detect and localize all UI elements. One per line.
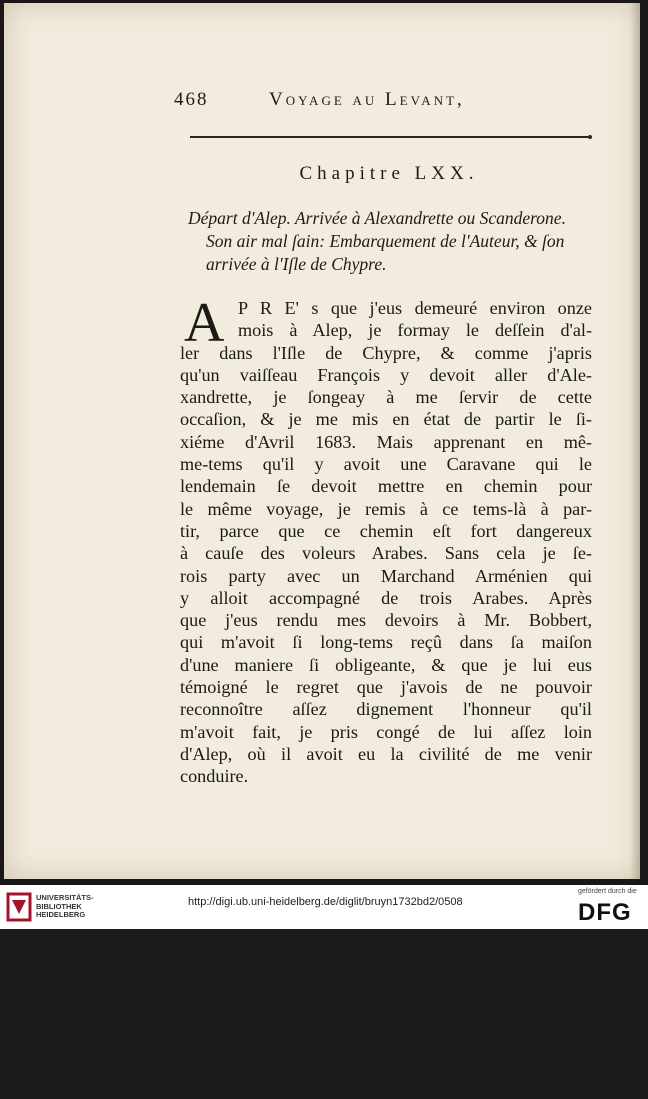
text-line: d'une maniere ſi obligeante, & que je lui eus [180,654,592,675]
text-line: me-tems qu'il y avoit une Caravane qui le [180,454,592,475]
text-line: conduire. [180,766,249,787]
summary-line: arrivée à l'Iſle de Chypre. [206,254,387,274]
institution-line: BIBLIOTHEK [36,901,82,911]
text-line: mois à Alep, je formay le deſſein d'al- [238,320,592,341]
institution-name [36,894,94,920]
permalink[interactable]: http://digi.ub.uni-heidelberg.de/diglit/bruyn1732bd2/0508 [188,896,463,908]
dfg-logo: DFG [578,899,632,926]
chapter-summary [188,207,598,276]
text-line: m'avoit fait, je pris congé de lui aſſez loin [180,721,592,742]
text-line: xiéme d'Avril 1683. Mais apprenant en mê- [180,431,592,452]
text-line: à cauſe des voleurs Arabes. Sans cela je ſe- [180,543,592,564]
university-logo-icon [6,892,32,922]
text-line: témoigné le regret que j'avois de ne pouvoir [180,677,592,698]
text-line: rois party avec un Marchand Arménien qui [180,565,592,586]
page-number: 468 [174,89,209,110]
summary-line: Départ d'Alep. Arrivée à Alexandrette ou Scanderone. [188,208,566,228]
text-line: occaſion, & je me mis en état de partir le ſi- [180,409,592,430]
catchword: Il [570,1078,581,1098]
institution-line: HEIDELBERG [36,910,86,919]
institution-line: UNIVERSITÄTS- [36,893,94,902]
text-line: ler dans l'Iſle de Chypre, & comme j'apris [180,342,592,363]
summary-line: Son air mal ſain: Embarquement de l'Auteur, & ſon [206,231,565,251]
text-line: qu'un vaiſſeau François y devoit aller d'Ale- [180,364,592,385]
header-rule [190,136,588,138]
text-line: lendemain ſe devoit mettre en chemin pour [180,476,592,497]
text-line: que j'eus rendu mes devoirs à Mr. Bobbert, [180,610,592,631]
text-line: P R E' s que j'eus demeuré environ onze [238,298,592,318]
text-line: y alloit accompagné de trois Arabes. Après [180,587,592,608]
text-line: d'Alep, où il avoit eu la civilité de me venir [180,743,592,764]
text-line: xandrette, je ſongeay à me ſervir de cette [180,387,592,408]
text-line: qui m'avoit ſi long-tems reçû dans ſa maiſon [180,632,592,653]
drop-cap: A [184,292,225,354]
text-line: tir, parce que ce chemin eſt fort dangereux [180,520,592,541]
text-line: reconnoître aſſez dignement l'honneur qu'il [180,699,592,720]
text-line: le même voyage, je remis à ce tems-là à par- [180,498,592,519]
running-title: Voyage au Levant, [269,89,465,110]
chapter-heading: Chapitre LXX. [299,163,479,184]
viewer-footer [0,885,648,929]
sponsor-label: gefördert durch die [578,888,637,895]
